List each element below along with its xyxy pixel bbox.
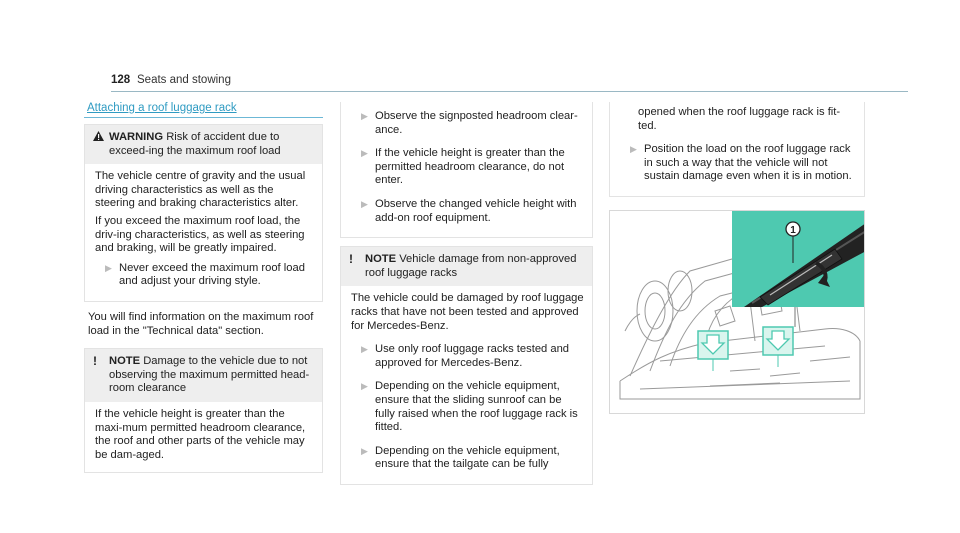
car-roof-diagram	[610, 211, 865, 414]
page-title: Seats and stowing	[137, 74, 231, 86]
play-arrow-icon: ▶	[361, 111, 368, 121]
column-2	[340, 102, 593, 485]
exclamation-icon: !	[93, 354, 97, 369]
warning-triangle-icon	[93, 131, 104, 145]
info-text: You will find information on the maximum roof load in the "Technical data" section.	[88, 310, 314, 337]
step-text: Observe the signposted headroom clear-ance.	[375, 110, 578, 136]
step-item	[351, 147, 584, 188]
note-paragraph: The vehicle could be damaged by roof luggage racks that have not been tested and approved for Mercedes-Benz.	[351, 292, 584, 332]
play-arrow-icon: ▶	[105, 262, 112, 273]
note-body	[85, 402, 322, 472]
warning-label: WARNING	[109, 131, 164, 143]
page-header	[111, 74, 908, 92]
load-position-marker	[763, 327, 793, 355]
callout-number: 1	[790, 225, 796, 236]
steps-body	[341, 102, 592, 237]
steps-box	[340, 102, 593, 238]
step-text: Never exceed the maximum roof load and adjust your driving style.	[119, 261, 305, 288]
continued-body	[610, 102, 864, 196]
continued-text: opened when the roof luggage rack is fit-ted.	[638, 106, 841, 132]
step-item	[351, 110, 584, 137]
step-item	[351, 380, 584, 434]
play-arrow-icon: ▶	[361, 344, 368, 355]
play-arrow-icon: ▶	[630, 144, 637, 155]
page-number: 128	[111, 74, 131, 86]
step-text: Use only roof luggage racks tested and approved for Mercedes-Benz.	[375, 343, 570, 369]
note-box	[340, 246, 593, 485]
detail-inset	[732, 211, 865, 307]
warning-text: Risk of accident due to exceed-ing the maximum roof load	[109, 131, 281, 157]
note-text: Vehicle damage from non-approved roof luggage racks	[365, 253, 577, 279]
note-paragraph: If the vehicle height is greater than the maxi-mum permitted headroom clearance, the roof and other parts of the vehicle may be dam-aged.	[95, 407, 306, 461]
note-text: Damage to the vehicle due to not observing the maximum permitted head-room clearance	[109, 355, 310, 395]
note-body	[341, 286, 592, 484]
warning-header	[85, 125, 322, 164]
step-item	[620, 143, 856, 184]
step-text: Position the load on the roof luggage rack in such a way that the vehicle will not sustain damage even when it is in motion.	[644, 143, 852, 183]
play-arrow-icon: ▶	[361, 445, 368, 456]
note-box	[84, 348, 323, 473]
step-item	[351, 445, 584, 472]
step-item	[351, 343, 584, 370]
warning-box	[84, 124, 323, 302]
continued-box	[609, 102, 865, 197]
load-position-marker	[698, 331, 728, 359]
step-text: Observe the changed vehicle height with add-on roof equipment.	[375, 197, 577, 224]
warning-body	[85, 164, 322, 301]
step-text: Depending on the vehicle equipment, ensure that the tailgate can be fully	[375, 444, 560, 471]
play-arrow-icon: ▶	[361, 148, 368, 159]
step-text: If the vehicle height is greater than the permitted headroom clearance, do not enter.	[375, 147, 565, 187]
column-1	[84, 102, 323, 473]
warning-paragraph: The vehicle centre of gravity and the usual driving characteristics as well as the steering and braking characteristics alter.	[95, 170, 306, 210]
column-3	[609, 102, 865, 197]
exclamation-icon: !	[349, 252, 353, 267]
note-label: NOTE	[365, 253, 397, 266]
warning-paragraph: If you exceed the maximum roof load, the driv-ing characteristics, as well as steering and braking, will be greatly impaired.	[95, 214, 305, 255]
roof-rack-illustration	[609, 210, 865, 414]
note-header	[85, 349, 322, 402]
step-text: Depending on the vehicle equipment, ensure that the sliding sunroof can be fully raised when the roof luggage rack is fitted.	[375, 380, 578, 434]
note-label: NOTE	[109, 355, 141, 368]
note-header	[341, 247, 592, 286]
step-item	[351, 198, 584, 225]
play-arrow-icon: ▶	[361, 381, 368, 392]
section-title[interactable]: Attaching a roof luggage rack	[84, 102, 323, 118]
warning-step	[95, 262, 314, 289]
play-arrow-icon: ▶	[361, 198, 368, 209]
